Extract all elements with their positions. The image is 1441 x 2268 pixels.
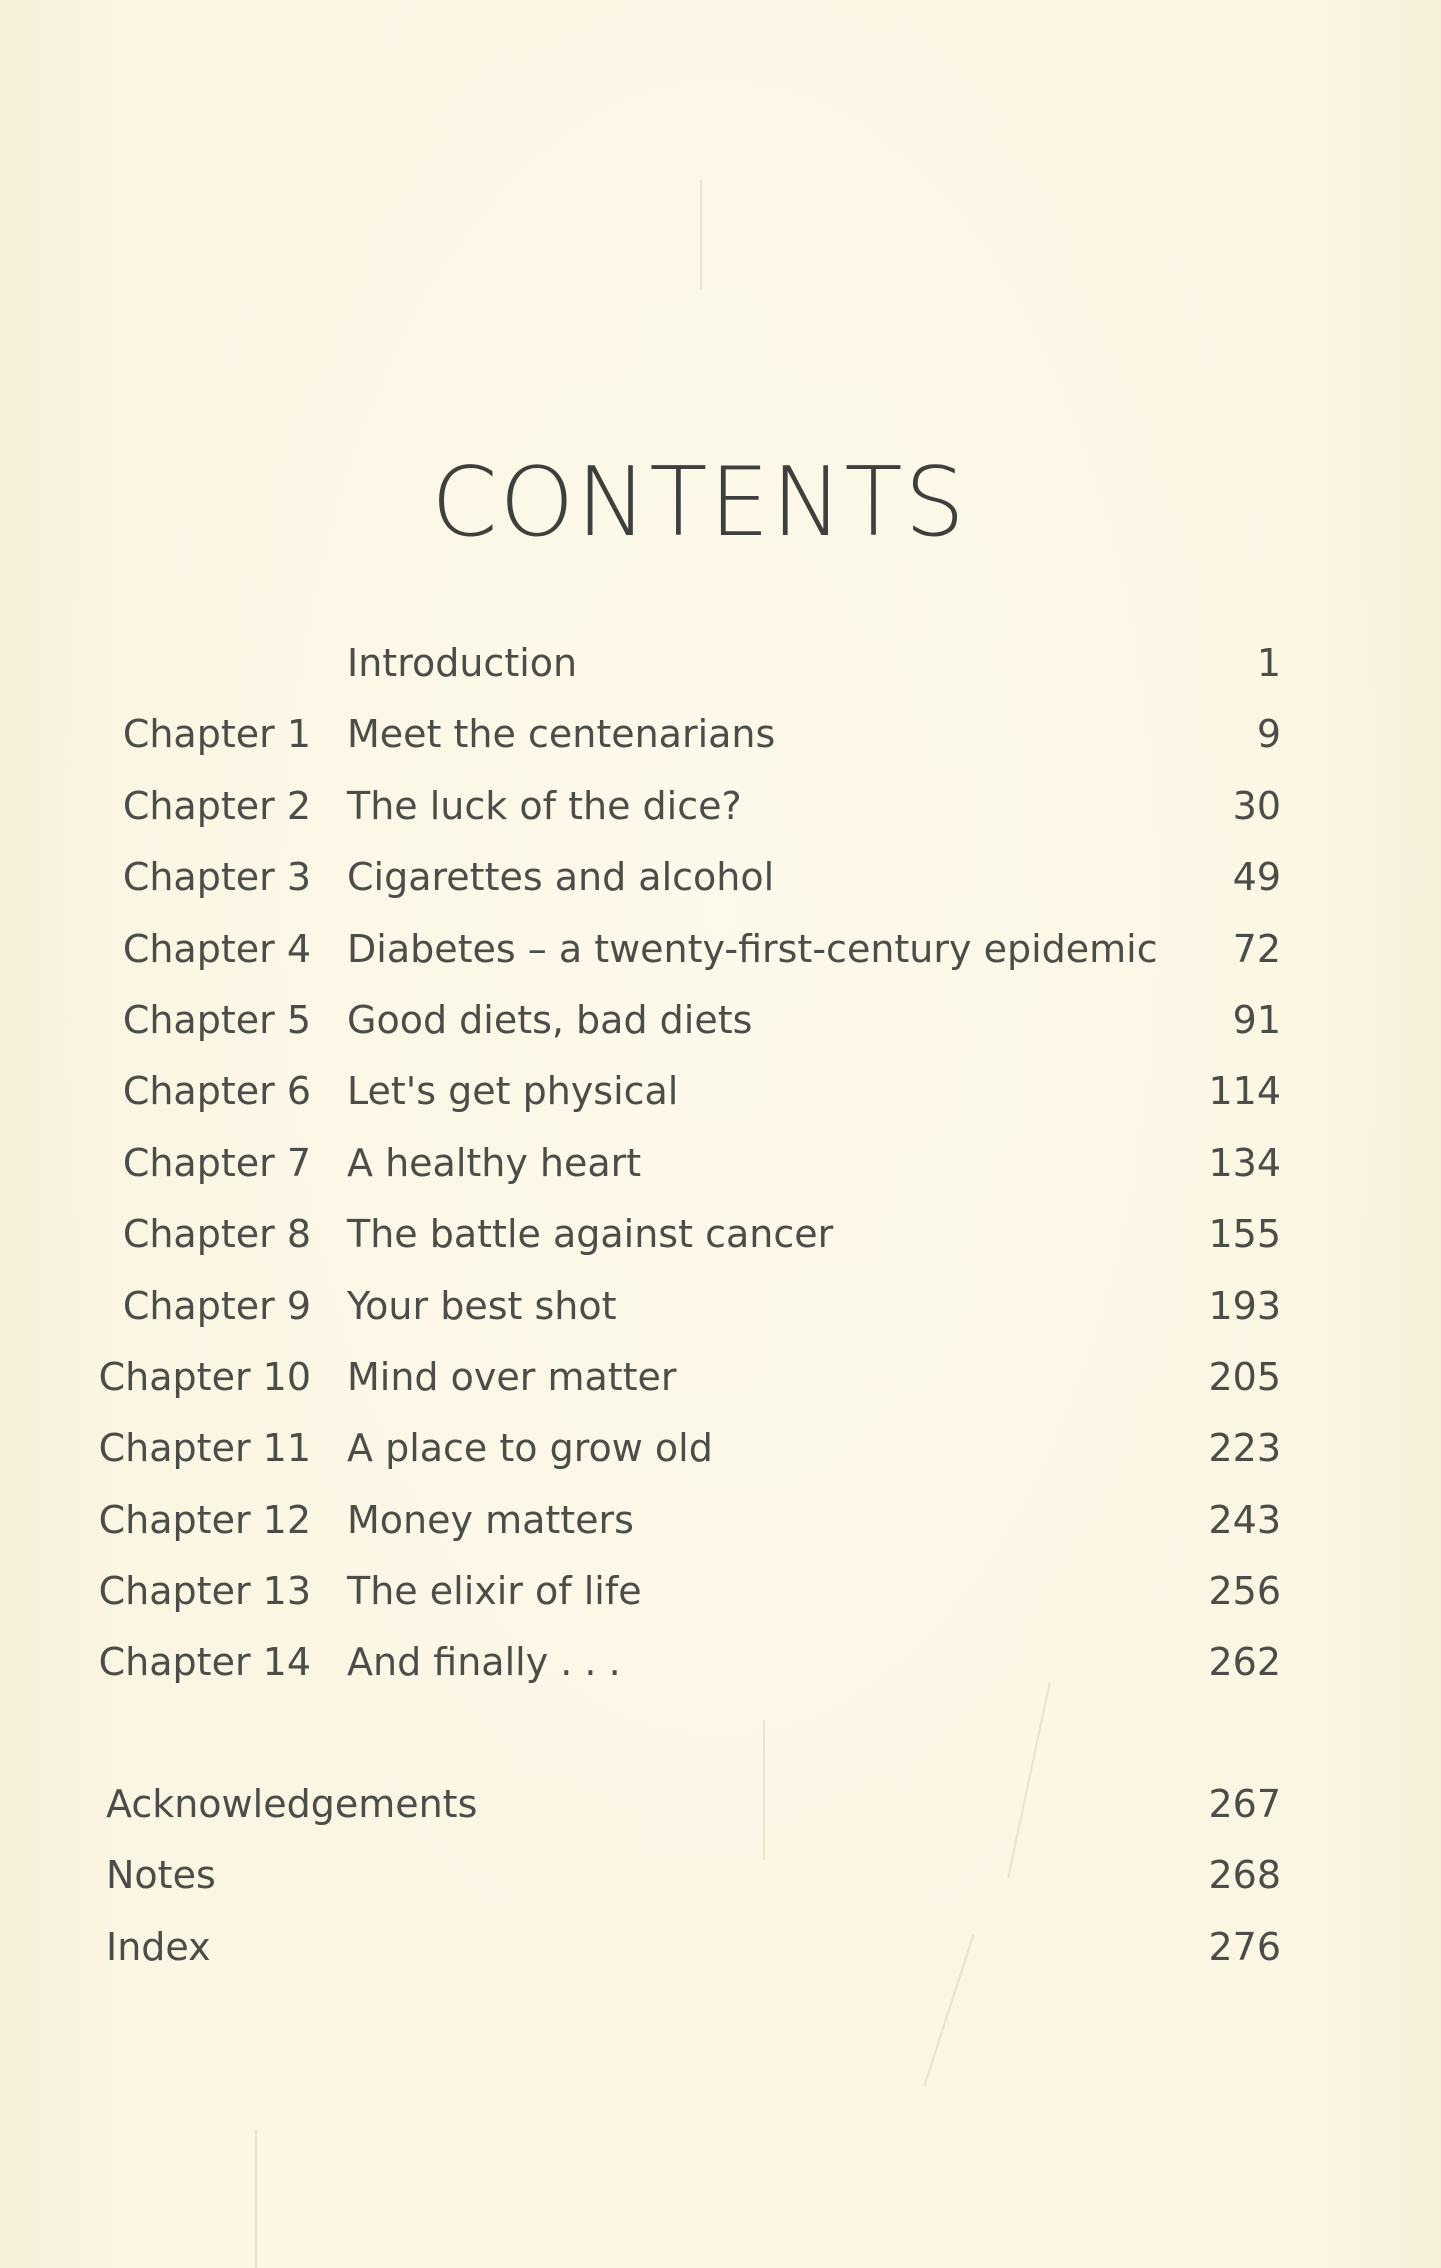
page-number: 267 [1208,1782,1281,1826]
chapter-label: Chapter 7 [122,1140,311,1185]
page-number: 262 [1208,1640,1281,1685]
chapter-label: Chapter 10 [98,1354,311,1399]
page-number: 9 [1256,712,1281,757]
page-number: 256 [1208,1569,1281,1614]
entry-title: A healthy heart [347,1140,642,1185]
page-number: 30 [1232,783,1281,828]
toc-row-chapter-10 [0,1342,1441,1413]
toc-row-chapter-9 [0,1271,1441,1342]
chapter-label: Chapter 2 [122,783,311,828]
entry-title: A place to grow old [347,1426,713,1471]
toc-row-acknowledgements [0,1769,1441,1840]
toc-row-chapter-1 [0,699,1441,770]
toc-row-chapter-4 [0,914,1441,985]
toc-row-chapter-2 [0,771,1441,842]
page-number: 134 [1208,1140,1281,1185]
chapter-label: Chapter 14 [98,1640,311,1685]
chapter-label: Chapter 13 [98,1569,311,1614]
entry-title: The luck of the dice? [347,783,742,828]
toc-row-chapter-5 [0,985,1441,1056]
chapter-label: Chapter 12 [98,1497,311,1542]
chapter-label: Chapter 9 [122,1283,311,1328]
entry-title: And finally . . . [347,1640,621,1685]
toc-row-chapter-12 [0,1485,1441,1556]
entry-title: Index [106,1924,211,1969]
chapter-label: Chapter 1 [122,712,311,757]
entry-title: Money matters [347,1497,634,1542]
back-matter [0,1769,1441,1983]
entry-title: Your best shot [347,1283,617,1328]
page-title: CONTENTS [431,447,967,558]
toc-row-notes [0,1840,1441,1911]
entry-title: Cigarettes and alcohol [347,855,775,900]
entry-title: Notes [106,1853,216,1898]
page-number: 91 [1232,997,1281,1042]
toc-row-introduction [0,628,1441,699]
chapter-label: Chapter 6 [122,1069,311,1114]
toc-row-chapter-3 [0,842,1441,913]
chapter-label: Chapter 5 [122,997,311,1042]
page-number: 155 [1208,1212,1281,1257]
page-number: 223 [1208,1426,1281,1471]
page-number: 1 [1256,641,1281,685]
entry-title: The elixir of life [347,1569,642,1614]
entry-title: Acknowledgements [106,1782,478,1826]
entry-title: Mind over matter [347,1354,677,1399]
page-number: 243 [1208,1497,1281,1542]
toc-row-chapter-11 [0,1413,1441,1484]
toc-row-chapter-14 [0,1627,1441,1698]
toc-row-chapter-6 [0,1056,1441,1127]
table-of-contents [0,628,1441,1699]
chapter-label: Chapter 4 [122,926,311,971]
page-number: 205 [1208,1354,1281,1399]
entry-title: The battle against cancer [347,1212,834,1257]
chapter-label: Chapter 8 [122,1212,311,1257]
toc-row-chapter-7 [0,1128,1441,1199]
paper-scratch [255,2130,257,2268]
toc-row-chapter-8 [0,1199,1441,1270]
toc-row-chapter-13 [0,1556,1441,1627]
entry-title: Let's get physical [347,1069,679,1114]
chapter-label: Chapter 3 [122,855,311,900]
page-number: 268 [1208,1853,1281,1898]
page-number: 49 [1232,855,1281,900]
chapter-label: Chapter 11 [98,1426,311,1471]
paper-scratch [700,180,702,290]
entry-title: Diabetes – a twenty-first-century epidemic [347,926,1158,971]
entry-title: Introduction [347,641,578,685]
page-number: 276 [1208,1924,1281,1969]
toc-row-index [0,1912,1441,1983]
entry-title: Meet the centenarians [347,712,776,757]
entry-title: Good diets, bad diets [347,997,753,1042]
page-number: 72 [1232,926,1281,971]
page-number: 193 [1208,1283,1281,1328]
page-number: 114 [1208,1069,1281,1114]
